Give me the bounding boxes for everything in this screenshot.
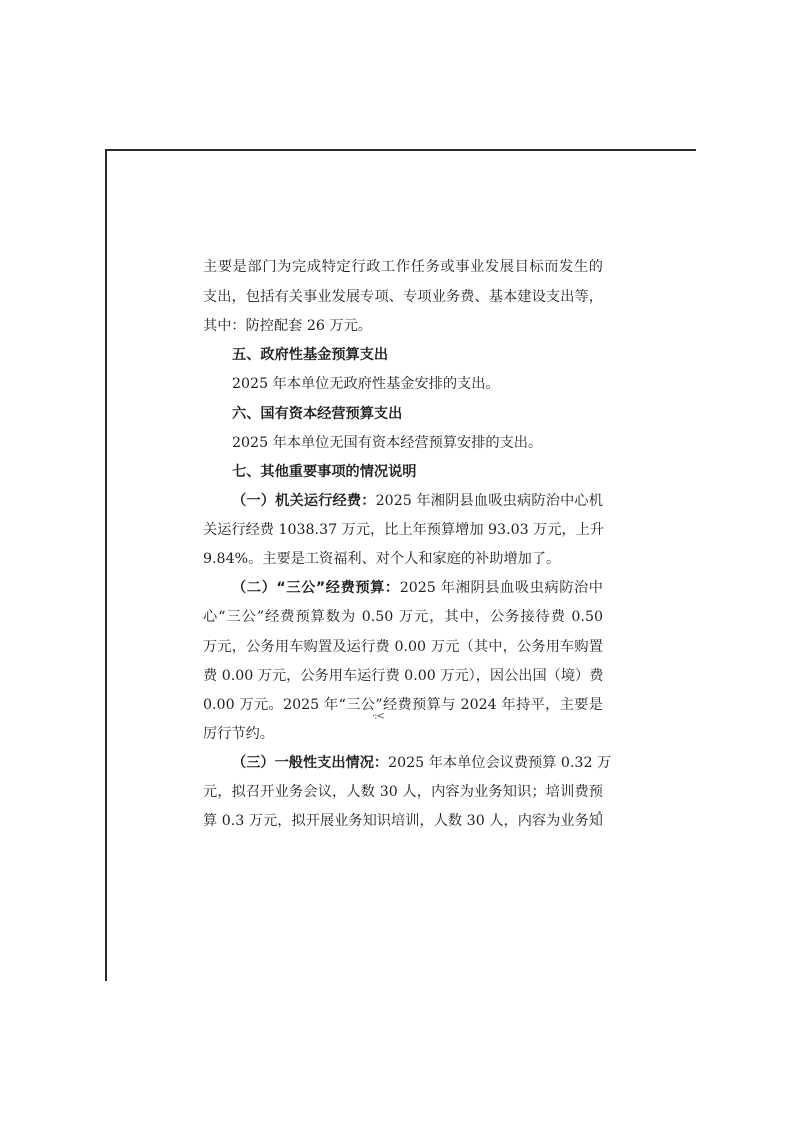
operating-expense-label: （一）机关运行经费：	[232, 493, 376, 509]
paragraph-operating-expense-line-2: 关运行经费 1038.37 万元，比上年预算增加 93.03 万元，上升	[203, 522, 605, 538]
operating-expense-text: 2025 年湘阴县血吸虫病防治中心机	[375, 493, 603, 509]
paragraph-gov-fund-budget: 2025 年本单位无政府性基金安排的支出。	[232, 376, 500, 392]
paragraph-general-expense-line-2: 元，拟召开业务会议，人数 30 人，内容为业务知识；培训费预	[203, 784, 603, 800]
heading-gov-fund-budget: 五、政府性基金预算支出	[232, 347, 389, 363]
scan-border-top	[106, 149, 696, 151]
scan-border-left	[105, 149, 107, 981]
paragraph-state-capital-budget: 2025 年本单位无国有资本经营预算安排的支出。	[232, 435, 543, 451]
general-expense-text: 2025 年本单位会议费预算 0.32 万	[388, 755, 612, 771]
paragraph-project-expense-line-2: 支出，包括有关事业发展专项、专项业务费、基本建设支出等，	[203, 289, 603, 305]
paragraph-three-public-line-1	[232, 578, 603, 598]
paragraph-general-expense-line-3: 算 0.3 万元，拟开展业务知识培训，人数 30 人，内容为业务知	[203, 813, 603, 829]
paragraph-operating-expense-line-3: 9.84%。主要是工资福利、对个人和家庭的补助增加了。	[203, 551, 561, 567]
heading-state-capital-budget: 六、国有资本经营预算支出	[232, 406, 403, 422]
paragraph-three-public-line-5: 0.00 万元。2025 年“三公”经费预算与 2024 年持平，主要是	[203, 697, 603, 713]
paragraph-three-public-line-3: 万元，公务用车购置及运行费 0.00 万元（其中，公务用车购置	[203, 639, 603, 655]
three-public-text: 2025 年湘阴县血吸虫病防治中	[399, 580, 603, 596]
paragraph-project-expense-line-3: 其中：防控配套 26 万元。	[203, 318, 372, 334]
paragraph-operating-expense-line-1	[232, 491, 603, 511]
general-expense-label: （三）一般性支出情况：	[232, 755, 389, 771]
three-public-label: （二）“三公”经费预算：	[232, 580, 400, 596]
paragraph-three-public-line-4: 费 0.00 万元，公务用车运行费 0.00 万元），因公出国（境）费	[203, 668, 604, 684]
paragraph-general-expense-line-1	[232, 753, 612, 773]
paragraph-three-public-line-2: 心“三公”经费预算数为 0.50 万元，其中，公务接待费 0.50	[203, 609, 603, 625]
heading-other-matters: 七、其他重要事项的情况说明	[232, 464, 417, 480]
paragraph-three-public-line-6: 厉行节约。	[203, 726, 274, 742]
scan-artifact-mark: ·:<	[372, 711, 384, 722]
paragraph-project-expense-line-1: 主要是部门为完成特定行政工作任务或事业发展目标而发生的	[203, 259, 603, 275]
